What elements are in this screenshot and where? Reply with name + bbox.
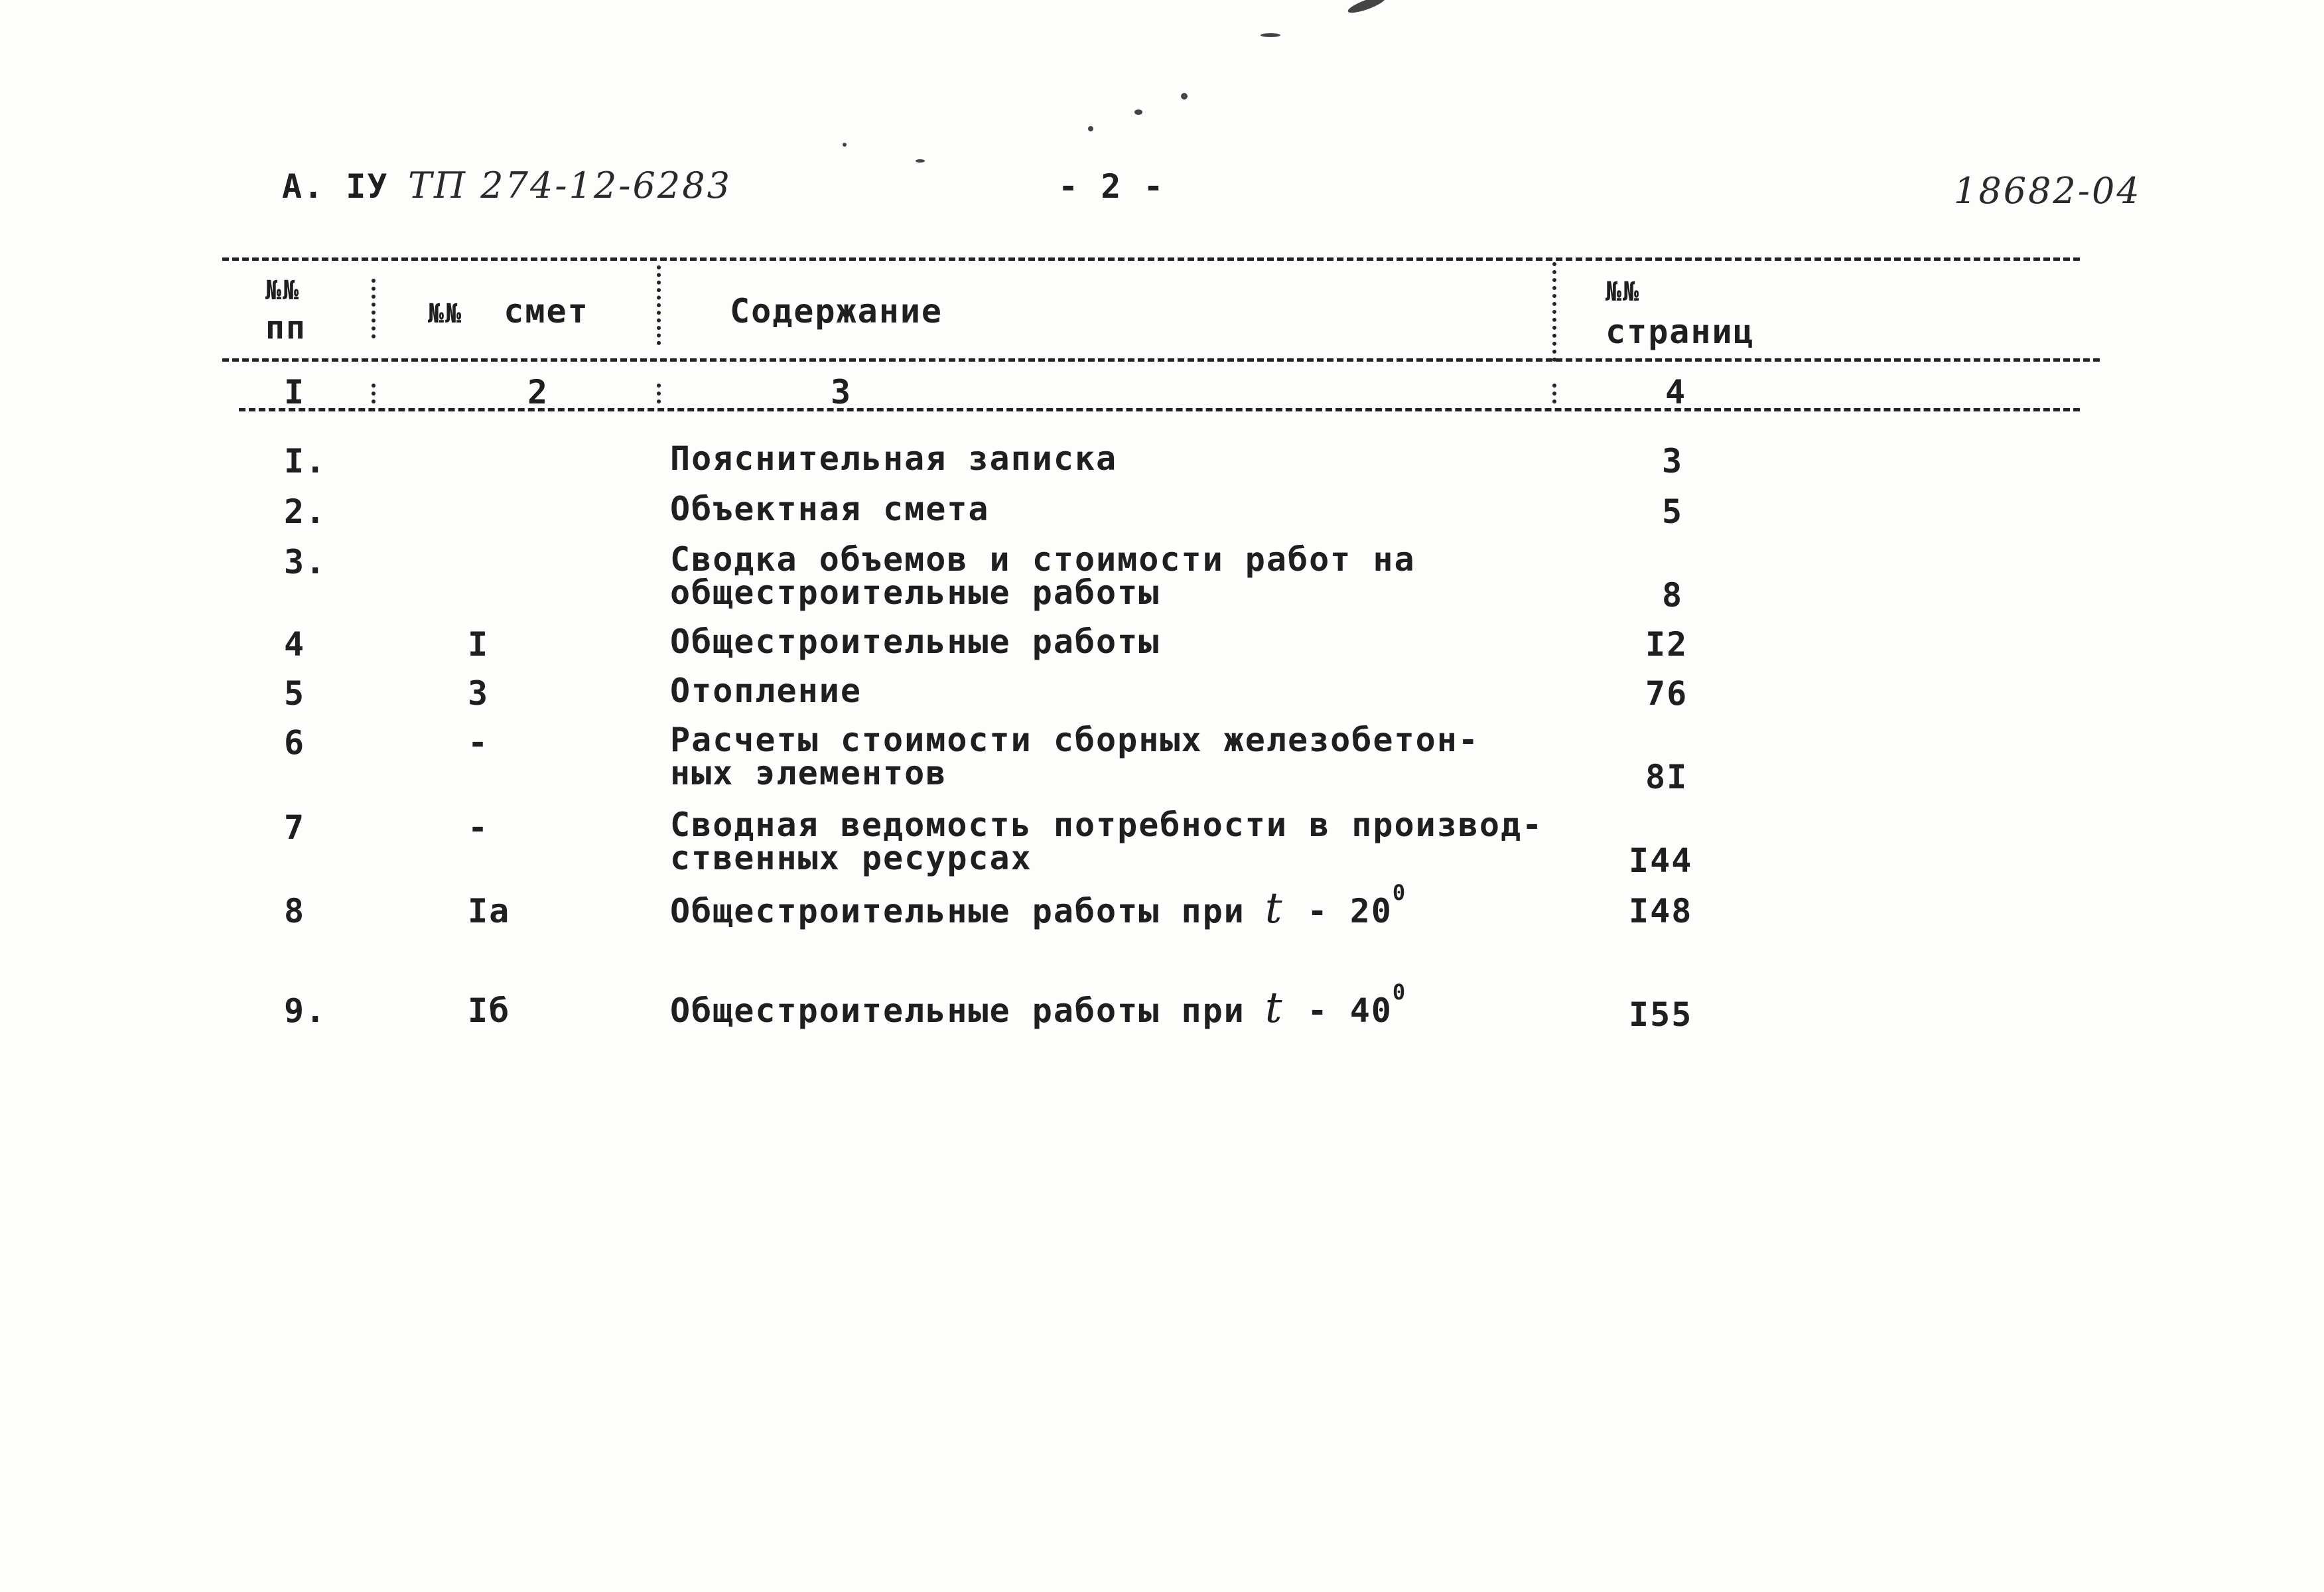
row-7-content-line2: ственных ресурсах xyxy=(670,839,1032,877)
doc-prefix: А. IУ xyxy=(282,167,389,206)
row-2-content-line1: Объектная смета xyxy=(670,490,990,528)
col-header-pages-line1: №№ xyxy=(1606,277,1641,307)
row-3-content xyxy=(670,540,1416,612)
row-8-page: I48 xyxy=(1629,892,1693,930)
row-6-page: 8I xyxy=(1645,758,1688,796)
row-9-temperature: - 40 xyxy=(1307,991,1393,1030)
header-divider-rule xyxy=(222,358,2100,362)
row-4-content xyxy=(670,622,1160,661)
col-header-content-label: Содержание xyxy=(730,292,943,330)
column-number-rule xyxy=(239,408,2080,411)
col-header-smet xyxy=(428,292,589,330)
scan-speck xyxy=(1088,126,1093,131)
row-8-num: 8 xyxy=(284,892,306,930)
row-8-content xyxy=(670,880,1407,933)
temperature-symbol: t xyxy=(1265,983,1284,1033)
row-2-num: 2. xyxy=(284,492,327,531)
row-5-content xyxy=(670,672,862,710)
row-1-content xyxy=(670,439,1118,478)
column-separator xyxy=(372,279,376,338)
col-header-pp-line2: пп xyxy=(265,309,307,346)
column-number-1: I xyxy=(284,373,306,411)
scan-speck xyxy=(1346,0,1387,16)
row-9-num: 9. xyxy=(284,991,327,1030)
column-separator xyxy=(1552,262,1556,362)
row-5-num: 5 xyxy=(284,674,306,713)
degree-mark: 0 xyxy=(1392,979,1407,1005)
temperature-symbol: t xyxy=(1265,884,1284,933)
column-separator xyxy=(657,384,661,403)
col-header-content xyxy=(730,292,943,330)
col-header-pp-line1: №№ xyxy=(265,275,301,306)
row-6-content-line2: ных элементов xyxy=(670,754,947,792)
scan-speck xyxy=(843,143,847,147)
scan-speck xyxy=(1134,109,1142,115)
archive-number: 18682-04 xyxy=(1954,170,2142,212)
row-1-page: 3 xyxy=(1662,442,1684,480)
row-4-page: I2 xyxy=(1645,625,1688,664)
row-7-page: I44 xyxy=(1629,841,1693,880)
row-2-content xyxy=(670,492,990,526)
row-6-num: 6 xyxy=(284,723,306,762)
col-header-pages xyxy=(1606,272,1755,352)
row-5-content-line1: Отопление xyxy=(670,672,862,710)
degree-mark: 0 xyxy=(1392,880,1407,905)
column-number-3: 3 xyxy=(831,373,853,411)
column-separator xyxy=(657,265,661,345)
row-3-num: 3. xyxy=(284,543,327,581)
doc-code: ТП 274-12-6283 xyxy=(408,165,732,206)
col-header-pp xyxy=(265,272,307,346)
row-4-smeta: I xyxy=(468,625,490,664)
row-5-page: 76 xyxy=(1645,674,1688,713)
row-6-content xyxy=(670,723,1479,790)
row-9-content-text: Общестроительные работы при xyxy=(670,991,1245,1030)
col-header-smet-line2: смет xyxy=(504,292,589,330)
row-8-smeta: Iа xyxy=(468,892,511,930)
row-6-smeta: - xyxy=(468,723,490,762)
row-3-content-line2: общестроительные работы xyxy=(670,573,1160,612)
row-7-content-line1: Сводная ведомость потребности в производ- xyxy=(670,806,1544,844)
row-4-num: 4 xyxy=(284,625,306,664)
column-separator xyxy=(1552,384,1556,403)
row-8-temperature: - 20 xyxy=(1307,892,1393,930)
scan-speck xyxy=(916,159,925,163)
column-separator xyxy=(372,384,376,403)
row-2-page: 5 xyxy=(1662,492,1684,531)
table-top-rule xyxy=(222,257,2080,261)
col-header-smet-line1: №№ xyxy=(428,299,463,329)
row-7-smeta: - xyxy=(468,808,490,847)
column-number-4: 4 xyxy=(1665,373,1687,411)
page-number: - 2 - xyxy=(1058,167,1165,206)
row-4-content-line1: Общестроительные работы xyxy=(670,622,1160,661)
row-5-smeta: 3 xyxy=(468,674,490,713)
row-3-content-line1: Сводка объемов и стоимости работ на xyxy=(670,540,1416,579)
scan-speck xyxy=(1261,33,1280,37)
row-3-page: 8 xyxy=(1662,576,1684,615)
col-header-pages-line2: страниц xyxy=(1606,313,1755,351)
row-7-num: 7 xyxy=(284,808,306,847)
row-7-content xyxy=(670,808,1543,875)
row-6-content-line1: Расчеты стоимости сборных железобетон- xyxy=(670,721,1479,759)
row-1-num: I. xyxy=(284,442,327,480)
row-8-content-text: Общестроительные работы при xyxy=(670,892,1245,930)
column-number-2: 2 xyxy=(527,373,549,411)
row-9-page: I55 xyxy=(1629,995,1693,1034)
scan-speck xyxy=(1181,93,1188,100)
row-1-content-line1: Пояснительная записка xyxy=(670,439,1118,478)
row-9-smeta: Iб xyxy=(468,991,511,1030)
row-9-content xyxy=(670,979,1407,1033)
